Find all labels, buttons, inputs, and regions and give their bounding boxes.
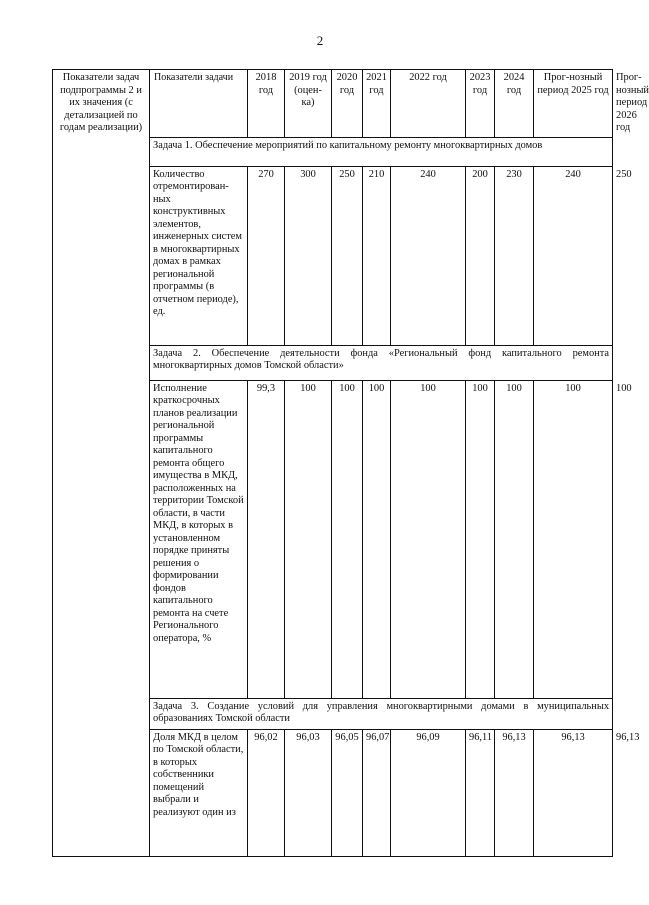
value-2020: 250: [332, 166, 363, 345]
header-year-2024: 2024 год: [495, 70, 534, 138]
task-title: Задача 1. Обеспечение мероприятий по капитальному ремонту многоквартирных домов: [150, 137, 613, 166]
value-2023: 200: [466, 166, 495, 345]
value-2025: 96,13: [534, 729, 613, 856]
value-2023: 96,11: [466, 729, 495, 856]
value-2024: 100: [495, 380, 534, 698]
value-2019: 300: [285, 166, 332, 345]
value-2021: 100: [363, 380, 391, 698]
header-year-2023: 2023 год: [466, 70, 495, 138]
header-year-2021: 2021 год: [363, 70, 391, 138]
header-year-2018: 2018 год: [248, 70, 285, 138]
header-year-2019: 2019 год (оцен-ка): [285, 70, 332, 138]
indicator-name: Количество отремонтирован-ных конструктивных элементов, инженерных систем в многоквартирных домах в рамках региональной программы (в отчетном периоде), ед.: [150, 166, 248, 345]
value-2021: 96,07: [363, 729, 391, 856]
value-2025: 240: [534, 166, 613, 345]
value-2018: 96,02: [248, 729, 285, 856]
indicator-name: Исполнение краткосрочных планов реализации региональной программы капитального ремонта общего имущества в МКД, расположенных на территории Томской области, в части МКД, в которых в установленном порядке приняты решения о формировании фондов капитального ремонта на счете Регионального оператора, %: [150, 380, 248, 698]
value-2025: 100: [534, 380, 613, 698]
header-year-2022: 2022 год: [391, 70, 466, 138]
indicator-row: Доля МКД в целом по Томской области, в которых собственники помещений выбрали и реализуют один из 96,02 96,03 96,05 96,07 96,09 96,11 96,13 96,13 96,13: [53, 729, 613, 856]
value-2024: 230: [495, 166, 534, 345]
header-year-2025: Прог-нозный период 2025 год: [534, 70, 613, 138]
header-year-2020: 2020 год: [332, 70, 363, 138]
value-2018: 270: [248, 166, 285, 345]
value-2019: 100: [285, 380, 332, 698]
value-2020: 100: [332, 380, 363, 698]
task-title: Задача 2. Обеспечение деятельности фонда «Региональный фонд капитального ремонта многоквартирных домов Томской области»: [150, 345, 613, 380]
indicator-row: Исполнение краткосрочных планов реализации региональной программы капитального ремонта общего имущества в МКД, расположенных на территории Томской области, в части МКД, в которых в установленном порядке приняты решения о формировании фондов капитального ремонта на счете Регионального оператора, % 99,3 100 100 100 100 100 100 100 100: [53, 380, 613, 698]
task-title: Задача 3. Создание условий для управления многоквартирными домами в муниципальных образованиях Томской области: [150, 698, 613, 729]
value-2022: 240: [391, 166, 466, 345]
value-2018: 99,3: [248, 380, 285, 698]
header-row: Показатели задач подпрограммы 2 и их значения (с детализацией по годам реализации) Показатели задачи 2018 год 2019 год (оцен-ка) 2020 год 2021 год 2022 год 2023 год 2024 год Прог-нозный период 2025 год Прог-нозный период 2026 год: [53, 70, 613, 138]
indicator-name: Доля МКД в целом по Томской области, в которых собственники помещений выбрали и реализуют один из: [150, 729, 248, 856]
value-2020: 96,05: [332, 729, 363, 856]
indicators-table: [52, 69, 649, 857]
value-2022: 96,09: [391, 729, 466, 856]
value-2024: 96,13: [495, 729, 534, 856]
value-2021: 210: [363, 166, 391, 345]
value-2019: 96,03: [285, 729, 332, 856]
value-2022: 100: [391, 380, 466, 698]
page-number: 2: [316, 33, 324, 48]
left-section-label: Показатели задач подпрограммы 2 и их значения (с детализацией по годам реализации): [53, 70, 150, 857]
indicator-row: Количество отремонтирован-ных конструктивных элементов, инженерных систем в многоквартирных домах в рамках региональной программы (в отчетном периоде), ед. 270 300 250 210 240 200 230 240 250: [53, 166, 613, 345]
header-indicator-name: Показатели задачи: [150, 70, 248, 138]
value-2023: 100: [466, 380, 495, 698]
